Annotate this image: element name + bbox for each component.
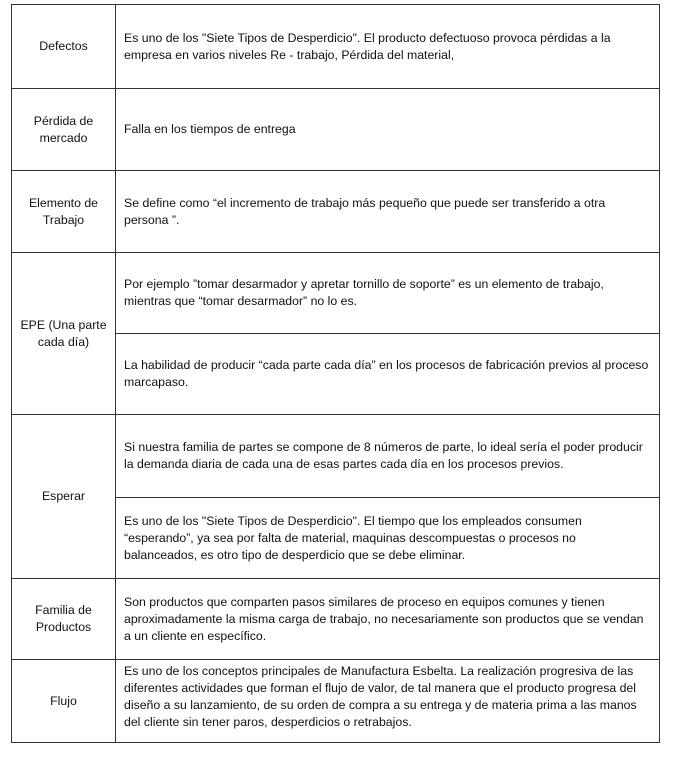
definition-cell: Es uno de los conceptos principales de Manufactura Esbelta. La realización progresiva de las diferentes actividades que forman el flujo de valor, de tal manera que el producto progresa del diseño a su lanzamiento, de su orden de compra a su entrega y de materia prima a las manos del cliente sin tener paros, desperdicios o retrabajos. [116,660,660,743]
definition-cell: Es uno de los "Siete Tipos de Desperdicio". El tiempo que los empleados consumen “esperando”, ya sea por falta de material, maquinas descompuestas o procesos no balanceados, es otro tipo de desperdicio que se debe eliminar. [116,498,660,579]
table-row [12,253,660,334]
definition-cell: La habilidad de producir “cada parte cada día” en los procesos de fabricación previos al proceso marcapaso. [116,334,660,415]
term-cell: Familia de Productos [12,579,116,660]
table-row [12,660,660,743]
term-cell: Esperar [12,415,116,579]
term-cell: EPE (Una parte cada día) [12,253,116,415]
glossary-table [11,4,660,743]
table-row [12,5,660,89]
definition-cell: Se define como “el incremento de trabajo más pequeño que puede ser transferido a otra persona ”. [116,171,660,253]
term-cell: Defectos [12,5,116,89]
definition-cell: Por ejemplo ”tomar desarmador y apretar tornillo de soporte” es un elemento de trabajo, mientras que “tomar desarmador” no lo es. [116,253,660,334]
table-row [12,579,660,660]
term-cell: Flujo [12,660,116,743]
term-cell: Elemento de Trabajo [12,171,116,253]
definition-cell: Es uno de los "Siete Tipos de Desperdicio". El producto defectuoso provoca pérdidas a la empresa en varios niveles Re - trabajo, Pérdida del material, [116,5,660,89]
definition-cell: Si nuestra familia de partes se compone de 8 números de parte, lo ideal sería el poder producir la demanda diaria de cada una de esas partes cada día en los procesos previos. [116,415,660,498]
term-cell: Pérdida de mercado [12,89,116,171]
definition-cell: Son productos que comparten pasos similares de proceso en equipos comunes y tienen aproximadamente la misma carga de trabajo, no necesariamente son productos que se vendan a un cliente en específico. [116,579,660,660]
table-row [12,171,660,253]
table-row [12,89,660,171]
definition-cell: Falla en los tiempos de entrega [116,89,660,171]
table-row [12,415,660,498]
